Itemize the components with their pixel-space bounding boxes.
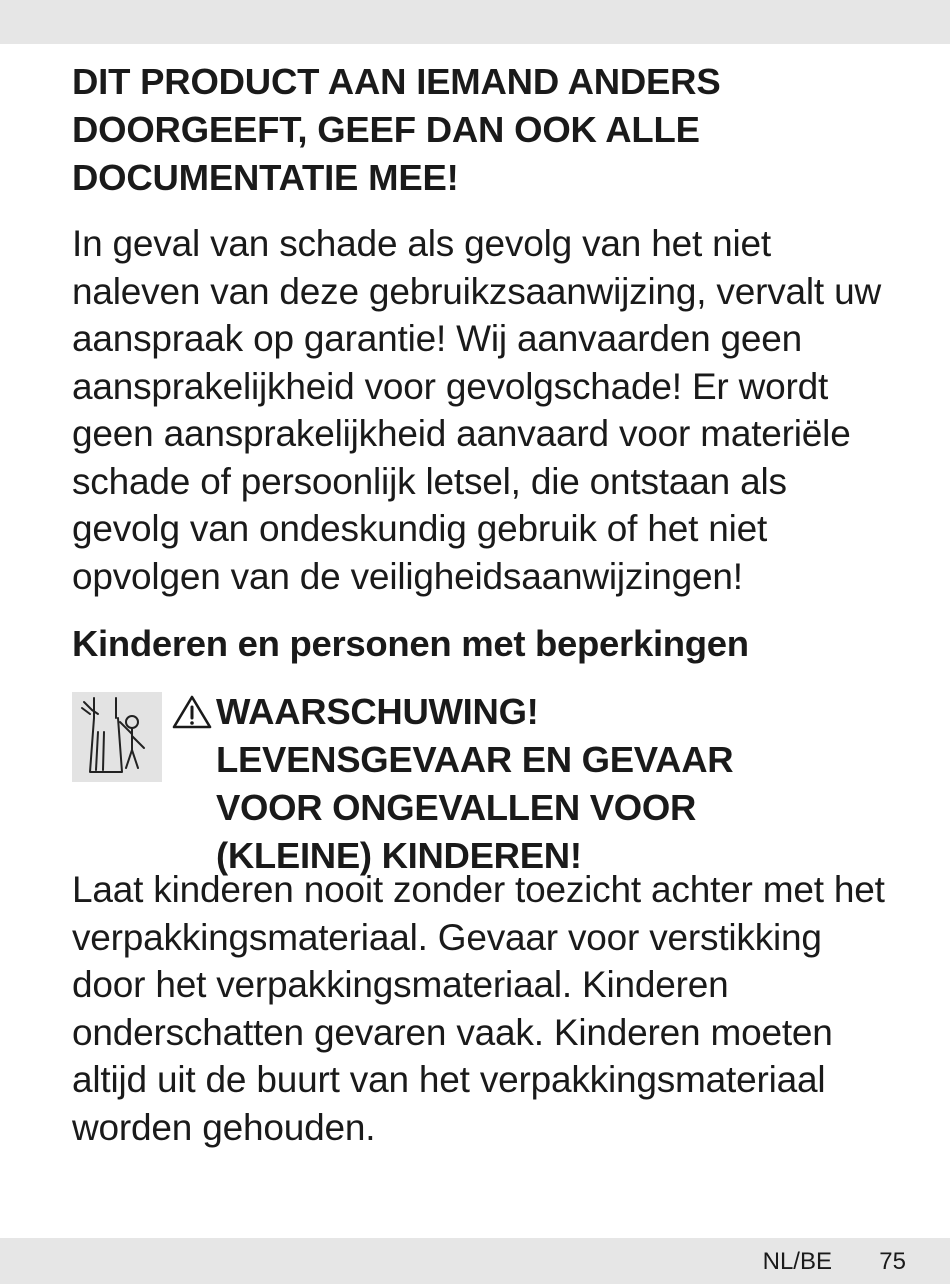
warning-line-1: LEVENSGEVAAR EN GEVAAR <box>216 739 734 780</box>
page-number: 75 <box>879 1248 906 1275</box>
warning-text <box>172 688 902 880</box>
children-packaging-warning-icon <box>72 692 162 782</box>
warning-line-3: (KLEINE) KINDEREN! <box>216 835 582 876</box>
footer-band <box>0 1238 950 1284</box>
children-paragraph: Laat kinderen nooit zonder toezicht achter met het verpakkingsmateriaal. Gevaar voor verstikking door het verpakkingsmateriaal. Kinderen onderschatten gevaren vaak. Kinderen moeten altijd uit de buurt van het verpakkingsmateriaal worden gehouden. <box>72 869 885 1148</box>
section-heading: Kinderen en personen met beperkingen <box>72 623 749 664</box>
warning-triangle-icon <box>172 695 212 729</box>
warning-line-2: VOOR ONGEVALLEN VOOR <box>216 787 697 828</box>
lead-heading: DIT PRODUCT AAN IEMAND ANDERS DOORGEEFT, GEEF DAN OOK ALLE DOCUMENTATIE MEE! <box>72 61 721 198</box>
warning-title: WAARSCHUWING! <box>216 691 539 732</box>
page-content <box>72 58 902 1151</box>
warning-title-row <box>172 688 902 736</box>
warning-block <box>72 688 902 876</box>
footer-language: NL/BE <box>762 1248 832 1275</box>
top-band <box>0 0 950 44</box>
liability-paragraph: In geval van schade als gevolg van het niet naleven van deze gebruikzsaanwijzing, vervalt uw aanspraak op garantie! Wij aanvaarden geen aansprakelijkheid voor gevolgschade! Er wordt geen aansprakelijkheid aanvaard voor materiële schade of persoonlijk letsel, die ontstaan als gevolg van ondeskundig gebruik of het niet opvolgen van de veiligheidsaanwijzingen! <box>72 223 881 597</box>
